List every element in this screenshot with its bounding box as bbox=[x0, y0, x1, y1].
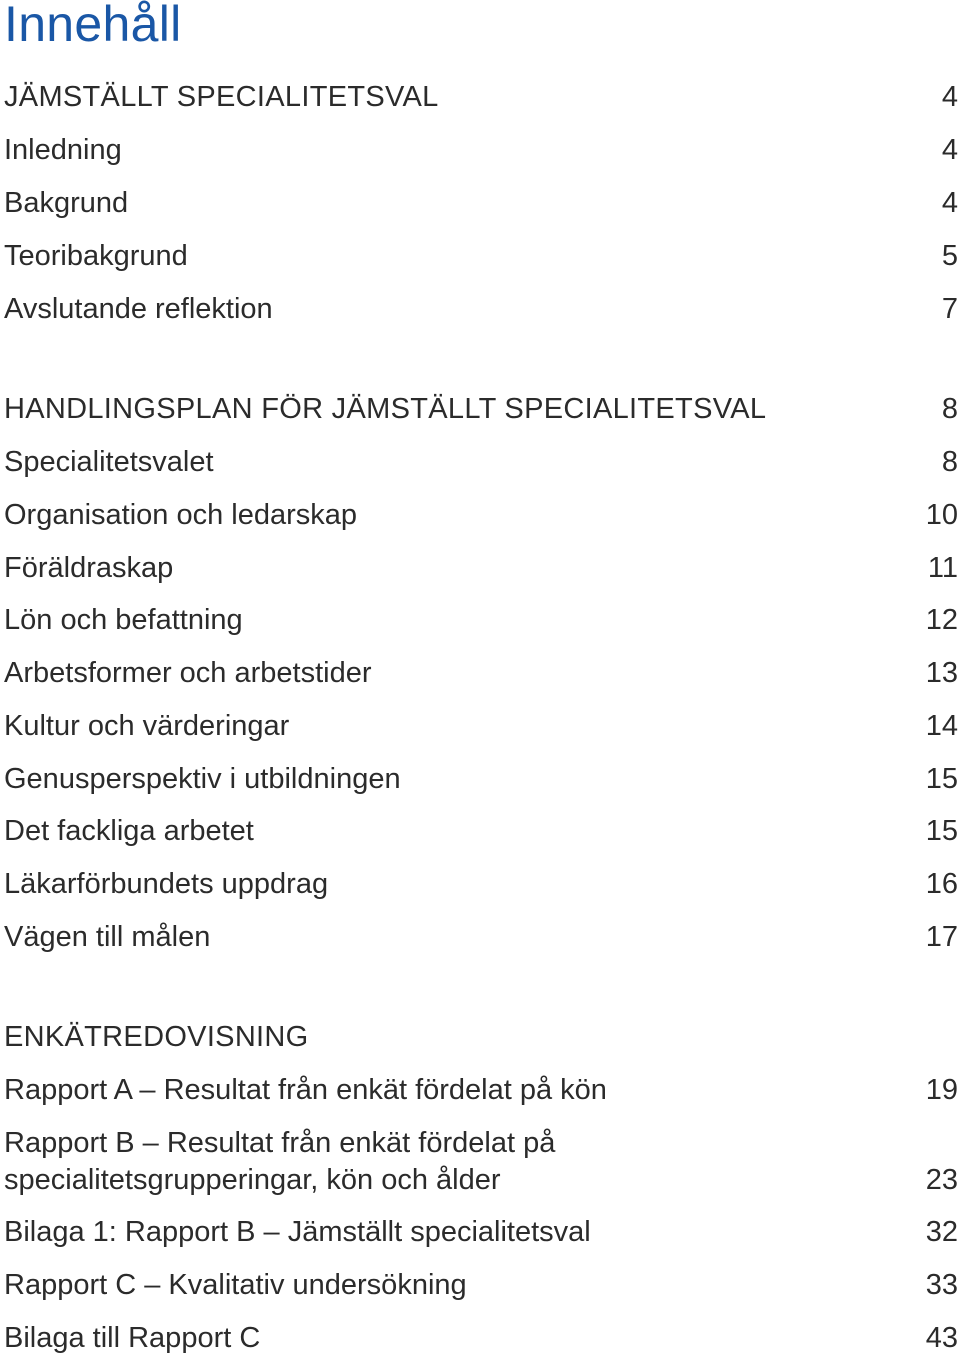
toc-entry[interactable] bbox=[4, 919, 958, 956]
toc-entry[interactable] bbox=[4, 238, 958, 275]
toc-entry[interactable] bbox=[4, 1267, 958, 1304]
toc-entry-page: 10 bbox=[925, 499, 958, 531]
toc-entry-page: 14 bbox=[925, 710, 958, 742]
toc-entry-page: 15 bbox=[925, 763, 958, 795]
toc-entry-label: Avslutande reflektion bbox=[4, 293, 273, 325]
toc-entry[interactable] bbox=[4, 79, 958, 116]
toc-entry-page: 7 bbox=[941, 293, 958, 325]
toc-entry-label: Läkarförbundets uppdrag bbox=[4, 868, 329, 900]
toc-entry-label: Bilaga 1: Rapport B – Jämställt specialitetsval bbox=[4, 1216, 591, 1248]
toc-entry[interactable] bbox=[4, 1320, 958, 1357]
toc-entry-label: Bilaga till Rapport C bbox=[4, 1322, 261, 1354]
toc-entry-page: 4 bbox=[941, 134, 958, 166]
toc-entry-label: Det fackliga arbetet bbox=[4, 815, 254, 847]
toc-entry-label: Organisation och ledarskap bbox=[4, 499, 358, 531]
toc-entry[interactable] bbox=[4, 444, 958, 481]
toc-entry-label: Kultur och värderingar bbox=[4, 710, 290, 742]
toc-entry-page: 17 bbox=[925, 921, 958, 953]
toc-entry[interactable] bbox=[4, 866, 958, 903]
toc-entry[interactable] bbox=[4, 550, 958, 587]
toc-entry-page: 19 bbox=[925, 1074, 958, 1106]
toc-entry[interactable] bbox=[4, 391, 958, 428]
toc-entry-label: Inledning bbox=[4, 134, 122, 166]
toc-entry-label: Genusperspektiv i utbildningen bbox=[4, 763, 401, 795]
toc-entry[interactable] bbox=[4, 185, 958, 222]
toc-entry[interactable] bbox=[4, 497, 958, 534]
toc-entry-page: 16 bbox=[925, 868, 958, 900]
page-title: Innehåll bbox=[4, 0, 182, 52]
toc-entry-page: 12 bbox=[925, 604, 958, 636]
toc-entry[interactable] bbox=[4, 1125, 958, 1199]
toc-entry-page: 43 bbox=[925, 1322, 958, 1354]
toc-entry-page: 32 bbox=[925, 1216, 958, 1248]
toc-entry-page: 5 bbox=[941, 240, 958, 272]
toc-entry-label: Lön och befattning bbox=[4, 604, 243, 636]
toc-entry-page: 11 bbox=[927, 552, 958, 584]
toc-section-heading[interactable] bbox=[4, 1019, 958, 1056]
toc-entry-label: Arbetsformer och arbetstider bbox=[4, 657, 372, 689]
toc-entry-label: Specialitetsvalet bbox=[4, 446, 214, 478]
toc-entry[interactable] bbox=[4, 655, 958, 692]
toc-entry-label: Rapport B – Resultat från enkät fördelat på specialitetsgrupperingar, kön och ålder bbox=[4, 1127, 556, 1196]
toc-entry-label: Bakgrund bbox=[4, 187, 129, 219]
toc-entry[interactable] bbox=[4, 813, 958, 850]
toc-entry[interactable] bbox=[4, 708, 958, 745]
toc-entry-page: 15 bbox=[925, 815, 958, 847]
toc-entry-page: 23 bbox=[925, 1164, 958, 1196]
toc-entry-label: Rapport C – Kvalitativ undersökning bbox=[4, 1269, 467, 1301]
toc-entry-label: HANDLINGSPLAN FÖR JÄMSTÄLLT SPECIALITETSVAL bbox=[4, 393, 767, 425]
toc-entry-label: Rapport A – Resultat från enkät fördelat på kön bbox=[4, 1074, 607, 1106]
toc-entry[interactable] bbox=[4, 761, 958, 798]
toc-entry-label: JÄMSTÄLLT SPECIALITETSVAL bbox=[4, 81, 439, 113]
toc-entry-page: 4 bbox=[941, 81, 958, 113]
toc-entry-label: Teoribakgrund bbox=[4, 240, 188, 272]
toc-entry[interactable] bbox=[4, 291, 958, 328]
toc-entry[interactable] bbox=[4, 1072, 958, 1109]
toc-entry-page: 4 bbox=[941, 187, 958, 219]
toc-entry-page: 8 bbox=[941, 446, 958, 478]
toc-entry-label: Vägen till målen bbox=[4, 921, 211, 953]
toc-entry-page: 8 bbox=[941, 393, 958, 425]
toc-entry-page: 33 bbox=[925, 1269, 958, 1301]
toc-entry[interactable] bbox=[4, 602, 958, 639]
toc-entry[interactable] bbox=[4, 1214, 958, 1251]
toc-entry[interactable] bbox=[4, 132, 958, 169]
toc-entry-label: ENKÄTREDOVISNING bbox=[4, 1021, 309, 1053]
toc-entry-label: Föräldraskap bbox=[4, 552, 174, 584]
toc-entry-page: 13 bbox=[925, 657, 958, 689]
